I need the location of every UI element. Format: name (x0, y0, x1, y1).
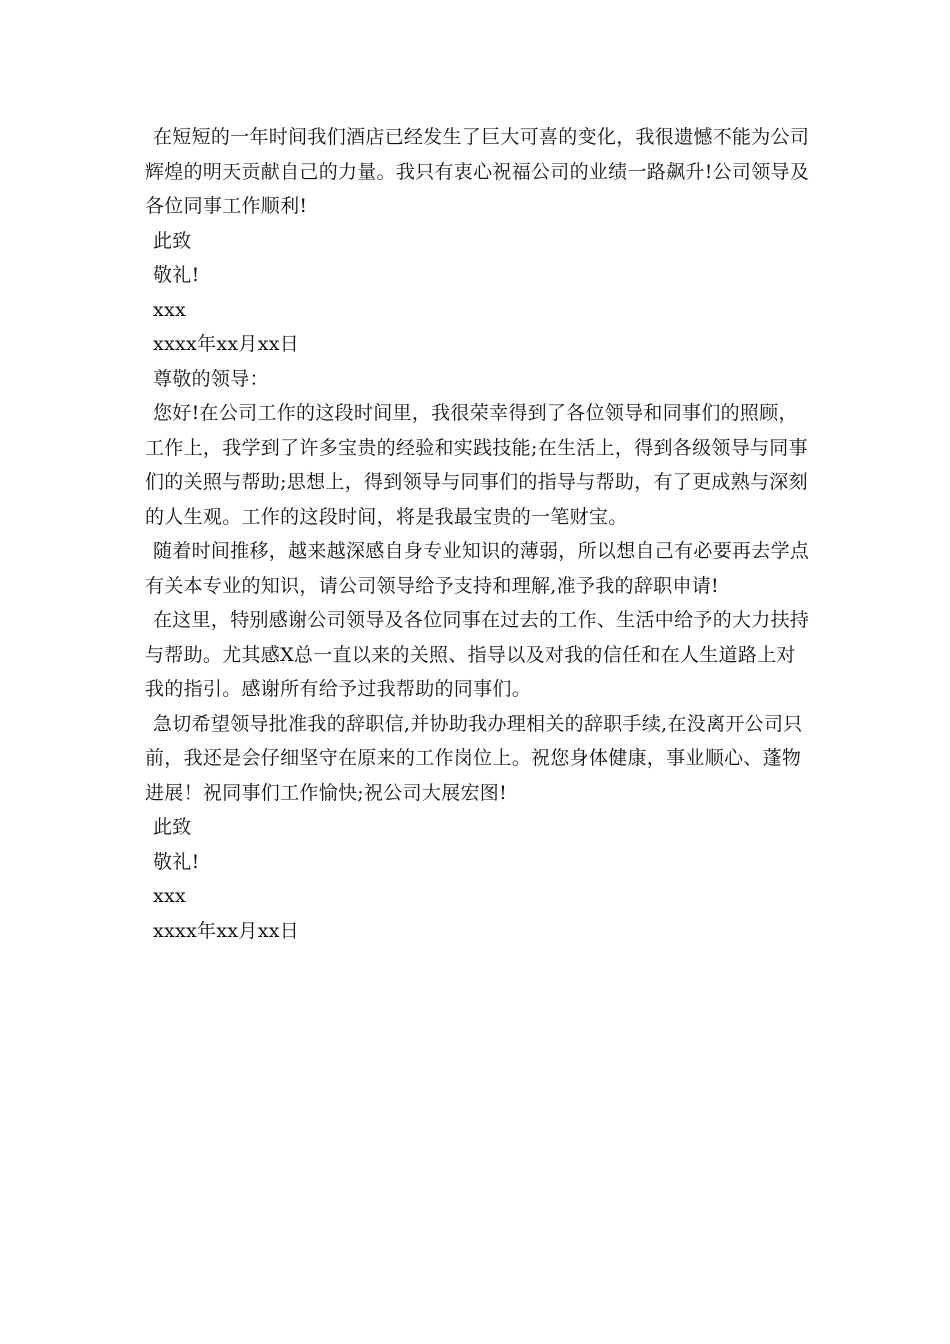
salutation-cizhi: 此致 (153, 229, 192, 252)
signature-name: xxx (153, 298, 187, 321)
signature-date-2: xxxx年xx月xx日 (153, 919, 300, 942)
signature-name-2: xxx (153, 885, 187, 907)
paragraph-request: 急切希望领导批准我的辞职信,并协助我办理相关的辞职手续,在没离开公司只前，我还是会仔细坚守在原来的工作岗位上。祝您身体健康，事业顺心、蓬物进展！祝同事们工作愉快;祝公司大展宏图! (145, 712, 803, 804)
signature-date: xxxx年xx月xx日 (153, 333, 300, 355)
paragraph-reason: 随着时间推移，越来越深感自身专业知识的薄弱，所以想自己有必要再去学点有关本专业的知识，请公司领导给予支持和理解,准予我的辞职申请! (145, 540, 810, 597)
salutation-jingli-2: 敬礼! (153, 850, 200, 873)
paragraph-gratitude: 您好!在公司工作的这段时间里，我很荣幸得到了各位领导和同事们的照顾，工作上，我学到了许多宝贵的经验和实践技能;在生活上，得到各级领导与同事们的关照与帮助;思想上，得到领导与同事们的指导与帮助，有了更成熟与深刻的人生观。工作的这段时间，将是我最宝贵的一笔财宝。 (145, 402, 808, 528)
paragraph-thanks: 在这里，特别感谢公司领导及各位同事在过去的工作、生活中给予的大力扶持与帮助。尤其感X总一直以来的关照、指导以及对我的信任和在人生道路上对我的指引。感谢所有给予过我帮助的同事们。 (145, 609, 810, 700)
letter-greeting: 尊敬的领导： (153, 367, 269, 390)
paragraph-closing-wishes: 在短短的一年时间我们酒店已经发生了巨大可喜的变化，我很遗憾不能为公司辉煌的明天贡献自己的力量。我只有衷心祝福公司的业绩一路飙升!公司领导及各位同事工作顺利! (145, 126, 810, 217)
salutation-jingli: 敬礼! (153, 264, 200, 286)
letter-body (145, 120, 810, 948)
salutation-cizhi-2: 此致 (153, 816, 192, 838)
